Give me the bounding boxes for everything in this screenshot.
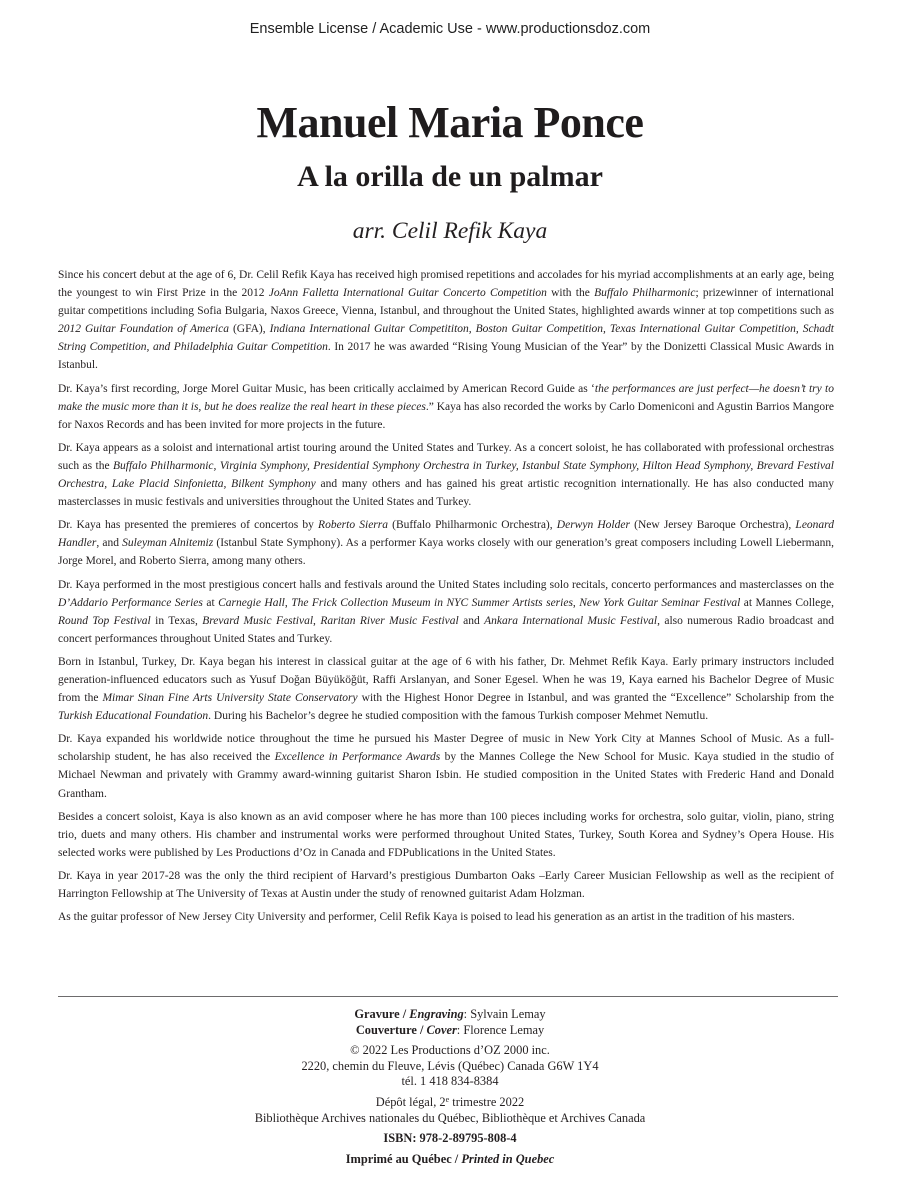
bio-paragraph: Dr. Kaya performed in the most prestigious concert halls and festivals around the United States including solo recitals, concerto performances and masterclasses on the D’Addario Performance Series at Carnegie Hall, The Frick Collection Museum in NYC Summer Artists series, New York Guitar Seminar Festival at Mannes College, Round Top Festival in Texas, Brevard Music Festival, Raritan River Music Festival and Ankara International Music Festival, also numerous Radio broadcast and concert performances throughout United States and Turkey. (58, 578, 834, 645)
library-archives: Bibliothèque Archives nationales du Québec, Bibliothèque et Archives Canada (254, 1110, 646, 1125)
bio-paragraph: Born in Istanbul, Turkey, Dr. Kaya began his interest in classical guitar at the age of 6 with his father, Dr. Mehmet Refik Kaya. Early primary instructors included generation-influenced educators such as Yusuf Doğan Büyüköğüt, Raffi Arslanyan, and Soner Egesel. When he was 19, Kaya earned his Bachelor Degree of Music from the Mimar Sinan Fine Arts University State Conservatory with the Highest Honor Degree in Istanbul, and was granted the “Excellence” Scholarship from the Turkish Educational Foundation. During his Bachelor’s degree he studied composition with the famous Turkish composer Mehmet Nemutlu. (58, 655, 835, 723)
work-title: A la orilla de un palmar (297, 160, 603, 193)
divider-rule (58, 996, 838, 997)
bio-paragraph: Since his concert debut at the age of 6, Dr. Celil Refik Kaya has received high promised repetitions and accolades for his myriad accomplishments at an early age, being the youngest to win First Prize in the 2012 JoAnn Falletta International Guitar Concerto Competition with the Buffalo Philharmonic; prizewinner of international guitar competitions including Sofia Bulgaria, Naxos Greece, Vienna, Istanbul, and throughout the United States, highlighted awards winner at top competitions such as 2012 Guitar Foundation of America (GFA), Indiana International Guitar Competititon, Boston Guitar Competition, Texas International Guitar Competition, Schadt String Competition, and Philadelphia Guitar Competition. In 2017 he was awarded “Rising Young Musician of the Year” by the Donizetti Classical Music Awards in Istanbul. (58, 269, 835, 372)
composer-title: Manuel Maria Ponce (256, 98, 644, 147)
legal-deposit: Dépôt légal, 2e trimestre 2022 (375, 1094, 525, 1109)
bio-paragraph: As the guitar professor of New Jersey City University and performer, Celil Refik Kaya is poised to lead his generation as an artist in the tradition of his masters. (58, 911, 795, 924)
bio-paragraph: Dr. Kaya has presented the premieres of concertos by Roberto Sierra (Buffalo Philharmonic Orchestra), Derwyn Holder (New Jersey Baroque Orchestra), Leonard Handler, and Suleyman Alnitemiz (Istanbul State Symphony). As a performer Kaya works closely with our generation’s great composers including Lowell Liebermann, Jorge Morel, and Roberto Sierra, among many others. (58, 519, 834, 568)
cover-credit: Couverture / Cover: Florence Lemay (355, 1022, 545, 1037)
printed-in: Imprimé au Québec / Printed in Quebec (345, 1151, 555, 1166)
bio-paragraph: Dr. Kaya in year 2017-28 was the only the third recipient of Harvard’s prestigious Dumbarton Oaks –Early Career Musician Fellowship as well as the recipient of Harrington Fellowship at The University of Texas at Austin under the study of renowned guitarist Adam Holzman. (58, 869, 834, 900)
bio-paragraph: Dr. Kaya expanded his worldwide notice throughout the time he pursued his Master Degree of music in New York City at Mannes School of Music. As a full-scholarship student, he has also received the Excellence in Performance Awards by the Mannes College the New School for Music. Kaya studied in the studio of Michael Newman and privately with Grammy award-winning guitarist Sharon Isbin. He studied composition in the United States with Frederic Hand and Donald Grantham. (58, 733, 834, 800)
arranger-credit: arr. Celil Refik Kaya (352, 218, 548, 244)
biography (58, 266, 834, 931)
publisher-phone: tél. 1 418 834-8384 (401, 1074, 499, 1089)
engraving-credit: Gravure / Engraving: Sylvain Lemay (354, 1007, 546, 1021)
publisher-credits (0, 1007, 900, 1167)
bio-paragraph: Dr. Kaya’s first recording, Jorge Morel Guitar Music, has been critically acclaimed by American Record Guide as ‘the performances are just perfect—he doesn’t try to make the music more than it is, but he does realize the real heart in these pieces.” Kaya has also recorded the works by Carlo Domeniconi and Agustin Barrios Mangore for Naxos Records and has been invited for more projects in the future. (58, 382, 835, 431)
publisher-address: 2220, chemin du Fleuve, Lévis (Québec) Canada G6W 1Y4 (301, 1058, 599, 1073)
bio-paragraph: Besides a concert soloist, Kaya is also known as an avid composer where he has more than 100 pieces including works for orchestra, solo guitar, violin, piano, string trio, duets and many others. His chamber and instrumental works were performed throughout United States, Turkey, South Korea and Sydney’s Opera House. His selected works were published by Les Productions d’Oz in Canada and FDPublications in the United States. (58, 810, 834, 859)
bio-paragraph: Dr. Kaya appears as a soloist and international artist touring around the United States and Turkey. As a concert soloist, he has collaborated with professional orchestras such as the Buffalo Philharmonic, Virginia Symphony, Presidential Symphony Orchestra in Turkey, Istanbul State Symphony, Hilton Head Symphony, Brevard Festival Orchestra, Lake Placid Sinfonietta, Bilkent Symphony and many others and has gained his great artistic recognition internationally. He has also conducted many masterclasses in music festivals and universities throughout the United States and Turkey. (58, 441, 834, 509)
license-header: Ensemble License / Academic Use - www.productionsdoz.com (249, 21, 651, 37)
isbn: ISBN: 978-2-89795-808-4 (383, 1131, 517, 1146)
copyright-line: © 2022 Les Productions d’OZ 2000 inc. (350, 1043, 550, 1058)
